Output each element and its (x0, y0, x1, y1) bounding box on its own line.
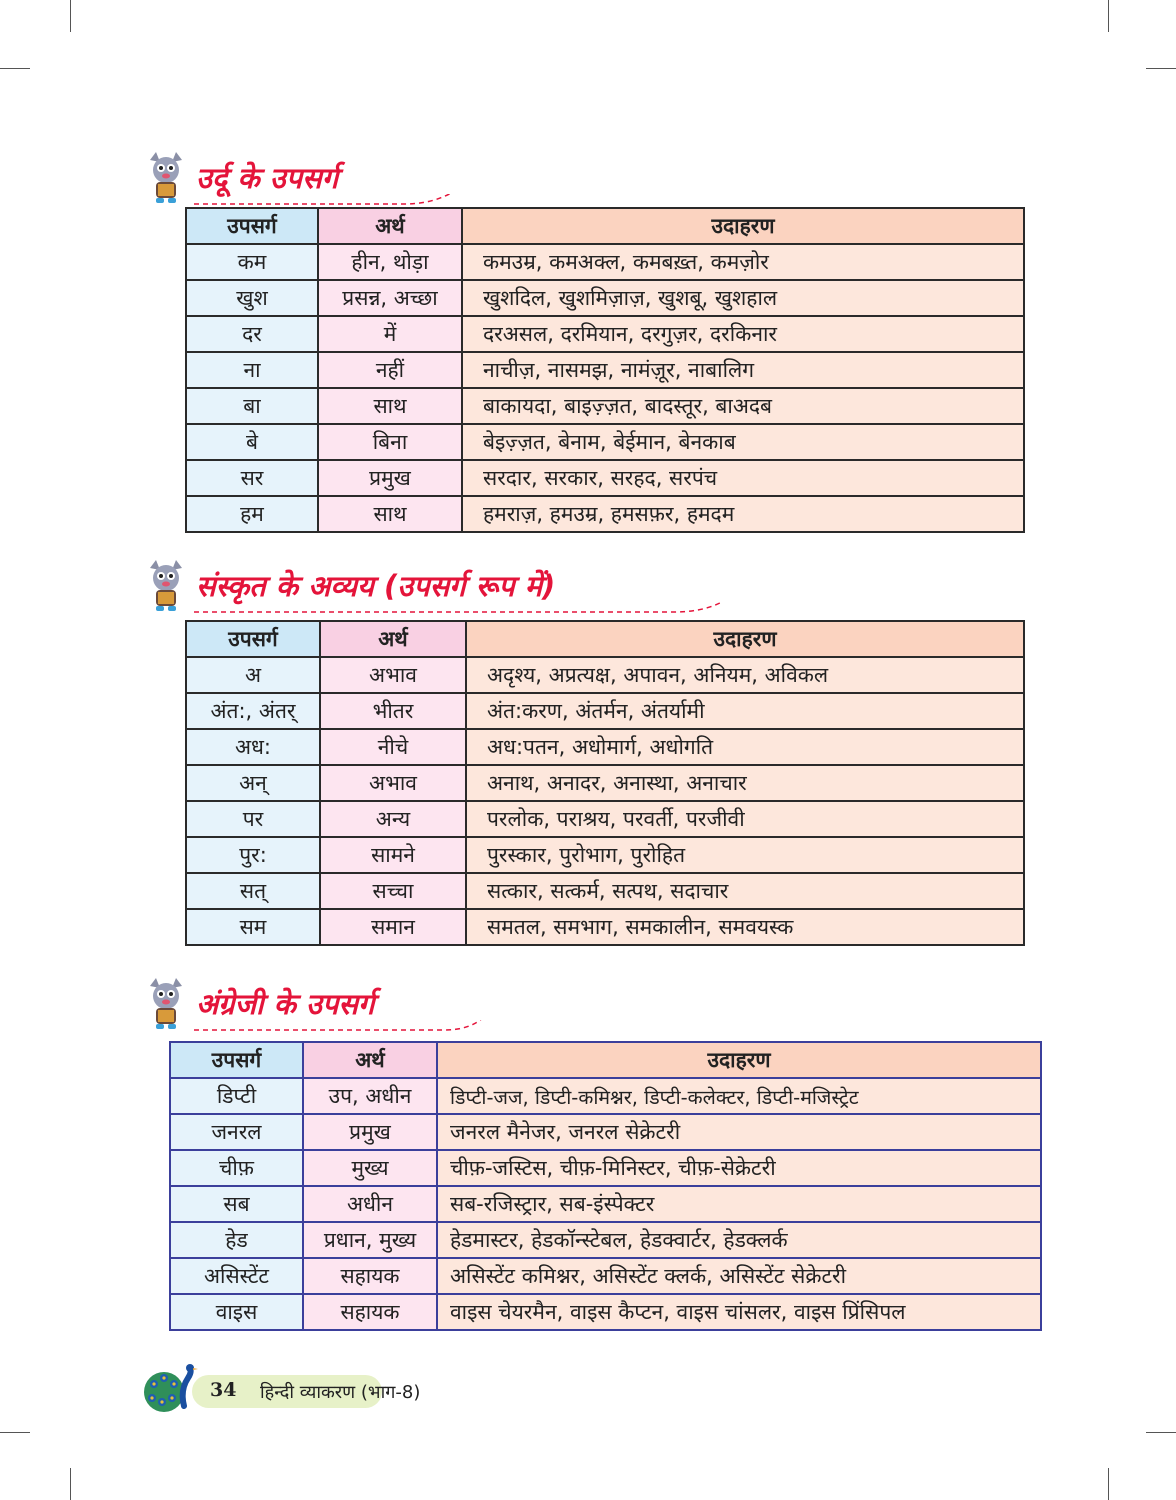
crop-mark (0, 68, 30, 69)
table-row (186, 496, 1024, 532)
table-row (186, 765, 1024, 801)
page-footer (140, 1360, 560, 1420)
prefix-cell: चीफ़ (170, 1150, 303, 1186)
prefix-cell: वाइस (170, 1294, 303, 1330)
table-header-row (186, 621, 1024, 657)
table-row (170, 1294, 1041, 1330)
col-header-example: उदाहरण (462, 208, 1024, 244)
col-header-meaning: अर्थ (318, 208, 462, 244)
col-header-prefix: उपसर्ग (186, 621, 320, 657)
table-row (170, 1114, 1041, 1150)
table-row (170, 1258, 1041, 1294)
example-cell: चीफ़-जस्टिस, चीफ़-मिनिस्टर, चीफ़-सेक्रेटरी (437, 1150, 1041, 1186)
section-title: अंग्रेजी के उपसर्ग (196, 987, 375, 1021)
meaning-cell: हीन, थोड़ा (318, 244, 462, 280)
book-title: हिन्दी व्याकरण (भाग-8) (260, 1382, 421, 1403)
sanskrit-prefix-table (185, 620, 1025, 946)
meaning-cell: नहीं (318, 352, 462, 388)
meaning-cell: बिना (318, 424, 462, 460)
table-row (186, 657, 1024, 693)
prefix-cell: जनरल (170, 1114, 303, 1150)
table-row (170, 1150, 1041, 1186)
meaning-cell: अधीन (303, 1186, 437, 1222)
meaning-cell: सहायक (303, 1294, 437, 1330)
example-cell: असिस्टेंट कमिश्नर, असिस्टेंट क्लर्क, असिस्टेंट सेक्रेटरी (437, 1258, 1041, 1294)
table-row (186, 316, 1024, 352)
prefix-cell: पुर: (186, 837, 320, 873)
prefix-cell: दर (186, 316, 318, 352)
section-title: संस्कृत के अव्यय (उपसर्ग रूप में) (196, 569, 556, 603)
table-row (170, 1222, 1041, 1258)
crop-mark (1108, 0, 1109, 32)
example-cell: अध:पतन, अधोमार्ग, अधोगति (466, 729, 1024, 765)
urdu-prefix-table (185, 207, 1025, 533)
example-cell: परलोक, पराश्रय, परवर्ती, परजीवी (466, 801, 1024, 837)
example-cell: कमउम्र, कमअक्ल, कमबख़्त, कमज़ोर (462, 244, 1024, 280)
crop-mark (0, 1432, 30, 1433)
table-header-row (170, 1042, 1041, 1078)
meaning-cell: अन्य (320, 801, 466, 837)
prefix-cell: असिस्टेंट (170, 1258, 303, 1294)
example-cell: नाचीज़, नासमझ, नामंज़ूर, नाबालिग (462, 352, 1024, 388)
example-cell: जनरल मैनेजर, जनरल सेक्रेटरी (437, 1114, 1041, 1150)
table-row (170, 1078, 1041, 1114)
table-row (186, 388, 1024, 424)
meaning-cell: अभाव (320, 765, 466, 801)
col-header-meaning: अर्थ (303, 1042, 437, 1078)
meaning-cell: प्रधान, मुख्य (303, 1222, 437, 1258)
peacock-icon (140, 1360, 210, 1420)
cat-mascot-icon (138, 976, 194, 1032)
example-cell: वाइस चेयरमैन, वाइस कैप्टन, वाइस चांसलर, वाइस प्रिंसिपल (437, 1294, 1041, 1330)
table-header-row (186, 208, 1024, 244)
section-heading-sanskrit (138, 558, 738, 628)
meaning-cell: समान (320, 909, 466, 945)
prefix-cell: डिप्टी (170, 1078, 303, 1114)
example-cell: सब-रजिस्ट्रार, सब-इंस्पेक्टर (437, 1186, 1041, 1222)
prefix-cell: कम (186, 244, 318, 280)
meaning-cell: सहायक (303, 1258, 437, 1294)
table-row (170, 1186, 1041, 1222)
crop-mark (70, 1468, 71, 1500)
prefix-cell: सब (170, 1186, 303, 1222)
table-row (186, 729, 1024, 765)
meaning-cell: प्रमुख (318, 460, 462, 496)
example-cell: अनाथ, अनादर, अनास्था, अनाचार (466, 765, 1024, 801)
table-row (186, 352, 1024, 388)
prefix-cell: अध: (186, 729, 320, 765)
cat-mascot-icon (138, 150, 194, 206)
cat-mascot-icon (138, 558, 194, 614)
page-number: 34 (210, 1379, 237, 1401)
prefix-cell: अ (186, 657, 320, 693)
meaning-cell: में (318, 316, 462, 352)
meaning-cell: उप, अधीन (303, 1078, 437, 1114)
prefix-cell: सत् (186, 873, 320, 909)
crop-mark (1146, 1432, 1176, 1433)
meaning-cell: प्रसन्न, अच्छा (318, 280, 462, 316)
meaning-cell: प्रमुख (303, 1114, 437, 1150)
prefix-cell: सम (186, 909, 320, 945)
example-cell: हमराज़, हमउम्र, हमसफ़र, हमदम (462, 496, 1024, 532)
meaning-cell: सामने (320, 837, 466, 873)
table-row (186, 693, 1024, 729)
example-cell: डिप्टी-जज, डिप्टी-कमिश्नर, डिप्टी-कलेक्टर, डिप्टी-मजिस्ट्रेट (437, 1078, 1041, 1114)
prefix-cell: हेड (170, 1222, 303, 1258)
meaning-cell: सच्चा (320, 873, 466, 909)
prefix-cell: बा (186, 388, 318, 424)
example-cell: बेइज़्ज़त, बेनाम, बेईमान, बेनकाब (462, 424, 1024, 460)
example-cell: दरअसल, दरमियान, दरगुज़र, दरकिनार (462, 316, 1024, 352)
example-cell: पुरस्कार, पुरोभाग, पुरोहित (466, 837, 1024, 873)
crop-mark (1146, 68, 1176, 69)
col-header-example: उदाहरण (466, 621, 1024, 657)
prefix-cell: सर (186, 460, 318, 496)
col-header-example: उदाहरण (437, 1042, 1041, 1078)
prefix-cell: अंत:, अंतर् (186, 693, 320, 729)
col-header-prefix: उपसर्ग (170, 1042, 303, 1078)
example-cell: अदृश्य, अप्रत्यक्ष, अपावन, अनियम, अविकल (466, 657, 1024, 693)
table-row (186, 873, 1024, 909)
prefix-cell: हम (186, 496, 318, 532)
table-row (186, 280, 1024, 316)
col-header-meaning: अर्थ (320, 621, 466, 657)
example-cell: सरदार, सरकार, सरहद, सरपंच (462, 460, 1024, 496)
table-row (186, 837, 1024, 873)
example-cell: हेडमास्टर, हेडकॉन्स्टेबल, हेडक्वार्टर, हेडक्लर्क (437, 1222, 1041, 1258)
meaning-cell: साथ (318, 388, 462, 424)
meaning-cell: मुख्य (303, 1150, 437, 1186)
english-prefix-table (169, 1041, 1042, 1331)
meaning-cell: अभाव (320, 657, 466, 693)
meaning-cell: साथ (318, 496, 462, 532)
prefix-cell: पर (186, 801, 320, 837)
prefix-cell: ना (186, 352, 318, 388)
col-header-prefix: उपसर्ग (186, 208, 318, 244)
prefix-cell: बे (186, 424, 318, 460)
meaning-cell: भीतर (320, 693, 466, 729)
section-title: उर्दू के उपसर्ग (196, 161, 339, 195)
table-row (186, 244, 1024, 280)
example-cell: समतल, समभाग, समकालीन, समवयस्क (466, 909, 1024, 945)
table-row (186, 909, 1024, 945)
example-cell: खुशदिल, खुशमिज़ाज़, खुशबू, खुशहाल (462, 280, 1024, 316)
meaning-cell: नीचे (320, 729, 466, 765)
example-cell: अंत:करण, अंतर्मन, अंतर्यामी (466, 693, 1024, 729)
table-row (186, 424, 1024, 460)
crop-mark (1108, 1468, 1109, 1500)
table-row (186, 460, 1024, 496)
example-cell: बाकायदा, बाइज़्ज़त, बादस्तूर, बाअदब (462, 388, 1024, 424)
table-row (186, 801, 1024, 837)
section-heading-english (138, 976, 738, 1046)
crop-mark (70, 0, 71, 32)
example-cell: सत्कार, सत्कर्म, सत्पथ, सदाचार (466, 873, 1024, 909)
prefix-cell: अन् (186, 765, 320, 801)
prefix-cell: खुश (186, 280, 318, 316)
